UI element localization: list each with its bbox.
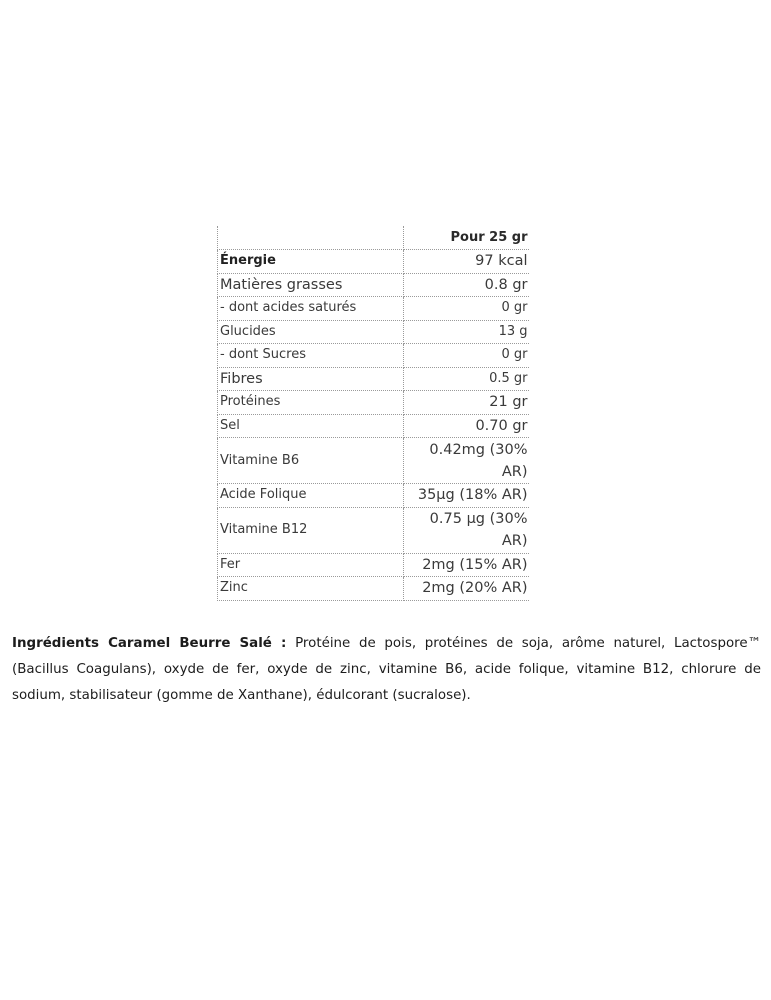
ingredients-text: Protéine de pois, protéines de soja, arôme naturel, Lactospore™ (Bacillus Coagulans), oxyde de fer, oxyde de zinc, vitamine B6, acide folique, vitamine B12, chlorure de sodium, stabilisateur (gomme de Xanthane), édulcorant (sucralose). <box>12 636 761 703</box>
table-row <box>218 367 529 391</box>
header-label <box>218 226 404 250</box>
table-row <box>218 344 529 368</box>
table-row <box>218 320 529 344</box>
nutrition-table <box>217 226 529 601</box>
row-value-glucides: 13 g <box>404 320 529 344</box>
table-row <box>218 297 529 321</box>
ingredients-title: Ingrédients Caramel Beurre Salé : <box>12 636 287 651</box>
row-label-sucres: - dont Sucres <box>218 344 404 368</box>
row-label-vitamine-b12: Vitamine B12 <box>218 507 404 553</box>
ingredients-paragraph <box>12 631 761 709</box>
row-value-sucres: 0 gr <box>404 344 529 368</box>
row-label-matieres-grasses: Matières grasses <box>218 273 404 297</box>
table-row <box>218 250 529 274</box>
table-row <box>218 391 529 415</box>
row-value-acide-folique: 35µg (18% AR) <box>404 484 529 508</box>
row-label-glucides: Glucides <box>218 320 404 344</box>
table-row <box>218 273 529 297</box>
row-value-fibres: 0.5 gr <box>404 367 529 391</box>
row-value-vitamine-b12: 0.75 µg (30% AR) <box>404 507 529 553</box>
table-row <box>218 553 529 577</box>
row-label-fer: Fer <box>218 553 404 577</box>
table-header-row <box>218 226 529 250</box>
row-value-matieres-grasses: 0.8 gr <box>404 273 529 297</box>
row-value-fer: 2mg (15% AR) <box>404 553 529 577</box>
row-label-zinc: Zinc <box>218 577 404 601</box>
row-label-acides-satures: - dont acides saturés <box>218 297 404 321</box>
row-value-vitamine-b6: 0.42mg (30% AR) <box>404 438 529 484</box>
row-label-acide-folique: Acide Folique <box>218 484 404 508</box>
table-row <box>218 577 529 601</box>
row-label-proteines: Protéines <box>218 391 404 415</box>
header-serving: Pour 25 gr <box>404 226 529 250</box>
table-row <box>218 484 529 508</box>
row-value-energie: 97 kcal <box>404 250 529 274</box>
row-label-energie: Énergie <box>218 250 404 274</box>
table-row <box>218 414 529 438</box>
row-value-proteines: 21 gr <box>404 391 529 415</box>
row-value-sel: 0.70 gr <box>404 414 529 438</box>
row-value-acides-satures: 0 gr <box>404 297 529 321</box>
row-value-zinc: 2mg (20% AR) <box>404 577 529 601</box>
row-label-vitamine-b6: Vitamine B6 <box>218 438 404 484</box>
row-label-sel: Sel <box>218 414 404 438</box>
table-row <box>218 438 529 484</box>
table-row <box>218 507 529 553</box>
row-label-fibres: Fibres <box>218 367 404 391</box>
